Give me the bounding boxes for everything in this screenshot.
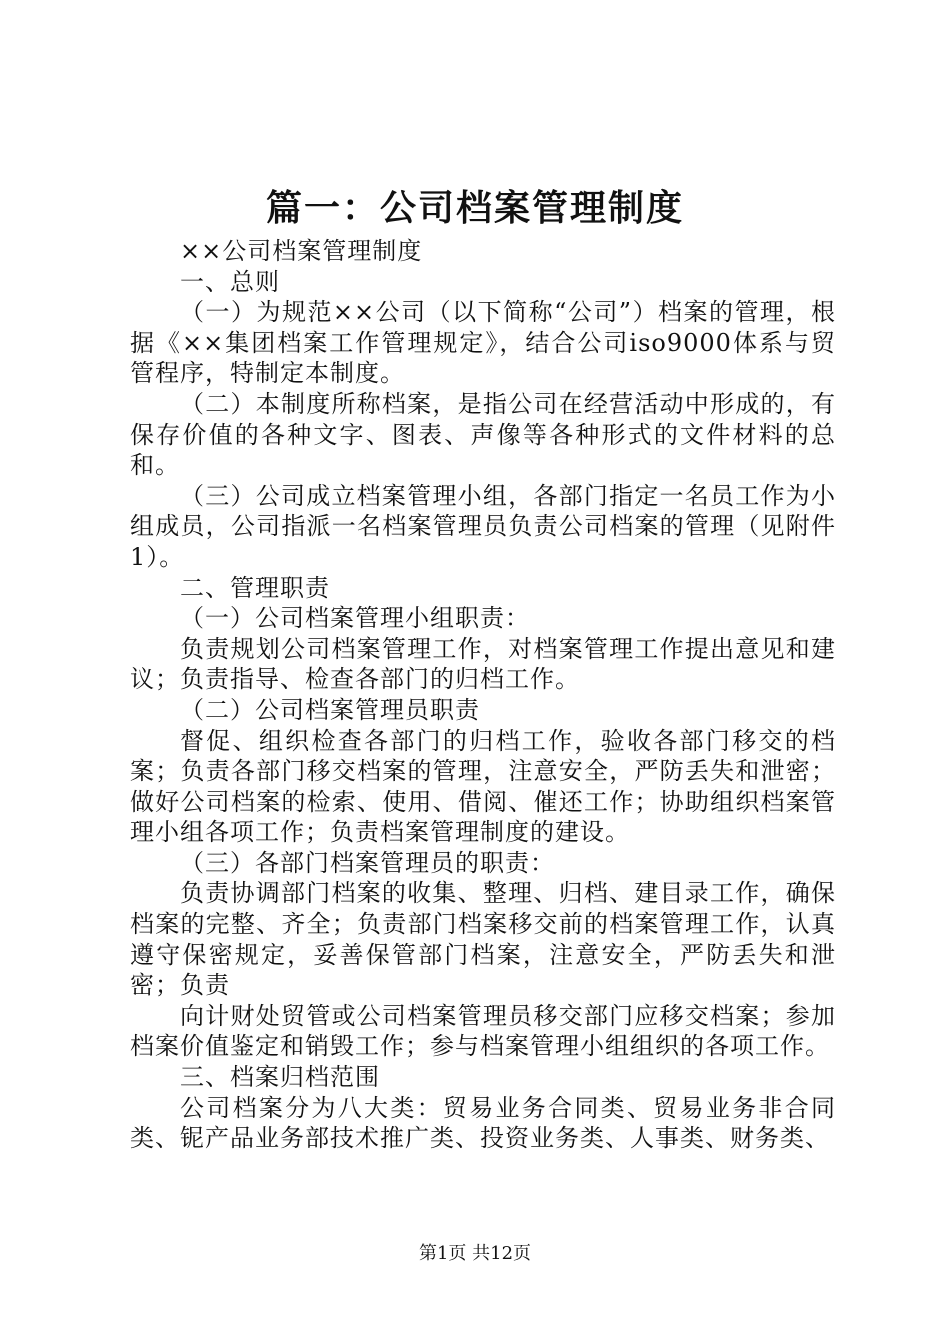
subsection-heading: （三）各部门档案管理员的职责： [180, 848, 555, 877]
paragraph-subtitle: ××公司档案管理制度 [180, 237, 423, 265]
document-title: 篇一：公司档案管理制度 [265, 187, 684, 229]
section-heading-duties: 二、管理职责 [180, 573, 330, 602]
section-heading-scope: 三、档案归档范围 [180, 1063, 380, 1092]
paragraph: 督促、组织检查各部门的归档工作，验收各部门移交的档案；负责各部门移交档案的管理，注意安全，严防丢失和泄密；做好公司档案的检索、使用、借阅、催还工作；协助组织档案管理小组各项工作；负责档案管理制度的建设。 [130, 726, 836, 847]
paragraph: 负责规划公司档案管理工作，对档案管理工作提出意见和建议；负责指导、检查各部门的归档工作。 [130, 634, 836, 694]
paragraph: （三）公司成立档案管理小组，各部门指定一名员工作为小组成员，公司指派一名档案管理员负责公司档案的管理（见附件1）。 [130, 481, 836, 571]
section-heading-general: 一、总则 [180, 267, 280, 296]
document-body [130, 236, 836, 1154]
subsection-heading: （一）公司档案管理小组职责： [180, 604, 530, 633]
paragraph: 向计财处贸管或公司档案管理员移交部门应移交档案；参加档案价值鉴定和销毁工作；参与档案管理小组组织的各项工作。 [130, 1001, 836, 1061]
paragraph: 公司档案分为八大类：贸易业务合同类、贸易业务非合同类、铌产品业务部技术推广类、投资业务类、人事类、财务类、 [130, 1093, 836, 1153]
page-number: 第1页 共12页 [418, 1243, 532, 1264]
paragraph: 负责协调部门档案的收集、整理、归档、建目录工作，确保档案的完整、齐全；负责部门档案移交前的档案管理工作，认真遵守保密规定，妥善保管部门档案，注意安全，严防丢失和泄密；负责 [130, 879, 836, 1000]
subsection-heading: （二）公司档案管理员职责 [180, 695, 480, 724]
paragraph: （一）为规范××公司（以下简称“公司”）档案的管理，根据《××集团档案工作管理规定》，结合公司iso9000体系与贸管程序，特制定本制度。 [130, 298, 836, 388]
paragraph: （二）本制度所称档案，是指公司在经营活动中形成的，有保存价值的各种文字、图表、声像等各种形式的文件材料的总和。 [130, 389, 836, 480]
